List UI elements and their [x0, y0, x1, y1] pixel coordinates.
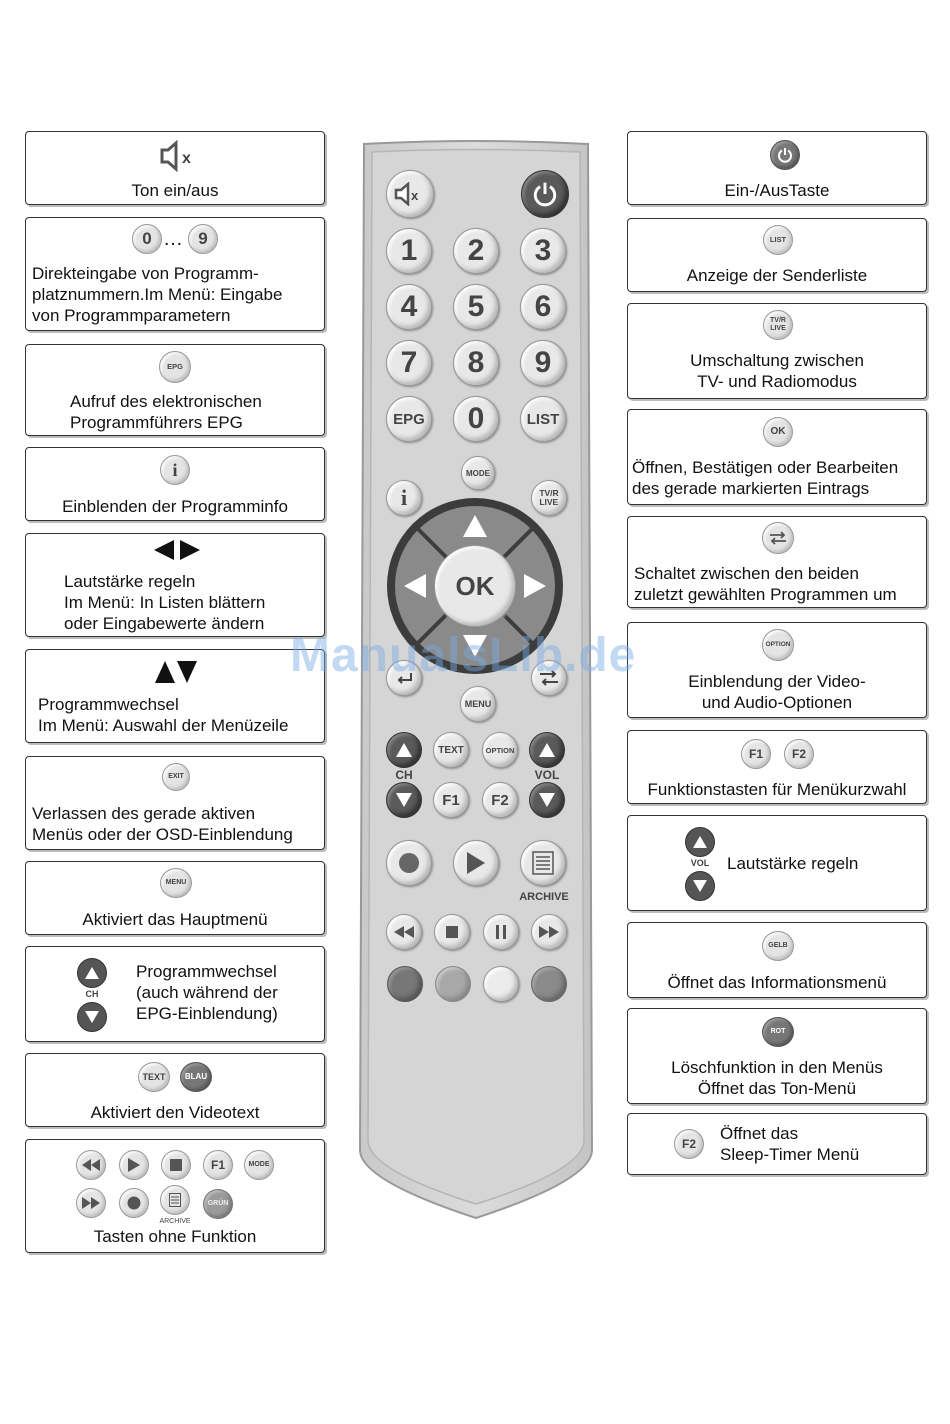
- box-text-text: Aktiviert den Videotext: [90, 1103, 260, 1122]
- power-icon: [770, 140, 800, 170]
- ellipsis: …: [163, 228, 183, 250]
- box-mute-text: Ton ein/aus: [131, 181, 219, 200]
- power-icon: [532, 181, 558, 207]
- remote-ch-down-button[interactable]: [386, 782, 422, 818]
- remote-power-button[interactable]: [521, 170, 569, 218]
- stop-icon: [161, 1150, 191, 1180]
- box-swap: [627, 516, 927, 608]
- archive-icon: [532, 851, 554, 875]
- remote-digit-3[interactable]: 3: [520, 228, 566, 274]
- box-leftright: [25, 533, 325, 637]
- remote-digit-5[interactable]: 5: [453, 284, 499, 330]
- pause-icon: [496, 925, 506, 939]
- archive-label: ARCHIVE: [159, 1218, 191, 1225]
- box-gelb: [627, 922, 927, 998]
- ok-button-icon: OK: [763, 417, 793, 447]
- blue-button-icon: BLAU: [180, 1062, 212, 1092]
- remote-digit-6[interactable]: 6: [520, 284, 566, 330]
- fast-forward-icon: [76, 1188, 106, 1218]
- f1-button-icon: F1: [741, 739, 771, 769]
- box-ok: [627, 409, 927, 505]
- box-mute: [25, 131, 325, 205]
- digit-9-button-icon: 9: [188, 224, 218, 254]
- remote-rewind-button[interactable]: [386, 914, 422, 950]
- box-menu-text: Aktiviert das Hauptmenü: [82, 910, 268, 929]
- remote-info-button[interactable]: i: [386, 480, 422, 516]
- box-updown-text: Programmwechsel Im Menü: Auswahl der Menüzeile: [38, 695, 289, 735]
- remote-blue-button[interactable]: [531, 966, 567, 1002]
- remote-left-button[interactable]: [395, 566, 435, 606]
- swap-icon: [762, 522, 794, 554]
- rewind-icon: [76, 1150, 106, 1180]
- box-vol-text: Lautstärke regeln: [727, 854, 859, 873]
- remote-mode-button[interactable]: MODE: [461, 456, 495, 490]
- box-gelb-text: Öffnet das Informationsmenü: [667, 973, 887, 992]
- channel-up-icon: [77, 958, 107, 988]
- remote-option-button[interactable]: OPTION: [482, 732, 518, 768]
- remote-vol-label: VOL: [534, 768, 560, 782]
- remote-epg-button[interactable]: EPG: [386, 396, 432, 442]
- remote-ch-label: CH: [395, 768, 413, 782]
- option-button-icon: OPTION: [762, 629, 794, 661]
- red-button-icon: ROT: [762, 1017, 794, 1047]
- box-sleep-text: Öffnet das Sleep-Timer Menü: [720, 1124, 860, 1164]
- box-digits: [25, 217, 325, 331]
- box-vol: [627, 815, 927, 911]
- remote-vol-down-button[interactable]: [529, 782, 565, 818]
- remote-mute-button[interactable]: [386, 170, 434, 218]
- box-nofunc-text: Tasten ohne Funktion: [93, 1227, 257, 1246]
- box-ok-text: Öffnen, Bestätigen oder Bearbeiten des gerade markierten Eintrags: [632, 458, 899, 498]
- play-icon: [467, 852, 485, 874]
- remote-green-button[interactable]: [435, 966, 471, 1002]
- box-exit-text: Verlassen des gerade aktiven Menüs oder der OSD-Einblendung: [32, 804, 293, 844]
- remote-digit-1[interactable]: 1: [386, 228, 432, 274]
- arrow-left-icon: [404, 574, 426, 598]
- box-epg: [25, 344, 325, 436]
- arrow-up-icon: [463, 515, 487, 537]
- remote-fast-forward-button[interactable]: [531, 914, 567, 950]
- info-icon: i: [160, 455, 190, 485]
- box-power-text: Ein-/AusTaste: [724, 181, 830, 200]
- box-exit: [25, 756, 325, 850]
- box-epg-text: Aufruf des elektronischen Programmführers EPG: [70, 392, 262, 432]
- remote-play-button[interactable]: [453, 840, 499, 886]
- f2-sleep-button-icon: F2: [674, 1129, 704, 1159]
- remote-up-button[interactable]: [455, 506, 495, 546]
- box-nofunc: [25, 1139, 325, 1253]
- remote-archive-label: ARCHIVE: [519, 891, 569, 903]
- remote-menu-button[interactable]: MENU: [460, 686, 496, 722]
- watermark: ManualsLib.de: [290, 629, 637, 682]
- remote-stop-button[interactable]: [434, 914, 470, 950]
- box-f1f2-text: Funktionstasten für Menükurzwahl: [647, 780, 907, 799]
- speaker-mute-icon: [394, 182, 426, 206]
- box-tvr: [627, 303, 927, 399]
- arrow-up-icon: [539, 743, 555, 757]
- box-list-text: Anzeige der Senderliste: [686, 266, 868, 285]
- remote-digit-8[interactable]: 8: [453, 340, 499, 386]
- play-icon: [119, 1150, 149, 1180]
- volume-up-icon: [685, 827, 715, 857]
- remote-text-button[interactable]: TEXT: [433, 732, 469, 768]
- box-f1f2: [627, 730, 927, 804]
- epg-button-icon: EPG: [159, 351, 191, 383]
- exit-button-icon: EXIT: [162, 763, 190, 791]
- volume-down-icon: [685, 871, 715, 901]
- box-sleep: [627, 1113, 927, 1175]
- mode-button-icon: MODE: [244, 1150, 274, 1180]
- box-info-text: Einblenden der Programminfo: [62, 497, 288, 516]
- f1-button-icon: F1: [203, 1150, 233, 1180]
- box-digits-text: Direkteingabe von Programm- platznummern.Im Menü: Eingabe von Programmparametern: [32, 264, 283, 325]
- arrow-up-icon: [396, 743, 412, 757]
- box-menu: [25, 861, 325, 935]
- stop-icon: [446, 926, 458, 938]
- box-ch: [25, 946, 325, 1042]
- box-list: [627, 218, 927, 292]
- menu-button-icon: MENU: [160, 868, 192, 898]
- remote-right-button[interactable]: [515, 566, 555, 606]
- box-text: [25, 1053, 325, 1127]
- remote-ok-button[interactable]: OK: [434, 545, 516, 627]
- record-icon: [119, 1188, 149, 1218]
- box-option: [627, 622, 927, 718]
- text-button-icon: TEXT: [138, 1062, 170, 1092]
- arrow-down-icon: [396, 793, 412, 807]
- remote-list-button[interactable]: LIST: [520, 396, 566, 442]
- archive-icon: [160, 1185, 190, 1215]
- left-right-arrows-icon: [152, 539, 202, 566]
- remote-f2-button[interactable]: F2: [482, 782, 518, 818]
- remote-digit-0[interactable]: 0: [453, 396, 499, 442]
- fast-forward-icon: [539, 926, 559, 938]
- arrow-right-icon: [524, 574, 546, 598]
- svg-text:x: x: [411, 188, 419, 203]
- box-rot-text: Löschfunktion in den Menüs Öffnet das Ton-Menü: [671, 1058, 883, 1098]
- remote-red-button[interactable]: [387, 966, 423, 1002]
- box-option-text: Einblendung der Video- und Audio-Optionen: [688, 672, 866, 712]
- digit-0-button-icon: 0: [132, 224, 162, 254]
- remote-ch-up-button[interactable]: [386, 732, 422, 768]
- f2-button-icon: F2: [784, 739, 814, 769]
- remote-digit-9[interactable]: 9: [520, 340, 566, 386]
- remote-f1-button[interactable]: F1: [433, 782, 469, 818]
- yellow-button-icon: GELB: [762, 931, 794, 961]
- remote-pause-button[interactable]: [483, 914, 519, 950]
- remote-yellow-button[interactable]: [483, 966, 519, 1002]
- green-button-icon: GRÜN: [203, 1189, 233, 1219]
- box-updown: [25, 649, 325, 743]
- box-tvr-text: Umschaltung zwischen TV- und Radiomodus: [690, 351, 864, 391]
- record-icon: [398, 852, 420, 874]
- box-info: [25, 447, 325, 521]
- rewind-icon: [394, 926, 414, 938]
- list-button-icon: LIST: [763, 225, 793, 255]
- remote-digit-4[interactable]: 4: [386, 284, 432, 330]
- remote-tv-radio-button[interactable]: TV/R LIVE: [531, 480, 567, 516]
- box-leftright-text: Lautstärke regeln Im Menü: In Listen blättern oder Eingabewerte ändern: [64, 572, 266, 633]
- channel-down-icon: [77, 1002, 107, 1032]
- arrow-down-icon: [539, 793, 555, 807]
- ch-label: CH: [85, 989, 99, 999]
- speaker-mute-icon: [158, 140, 198, 177]
- box-power: [627, 131, 927, 205]
- remote-digit-2[interactable]: 2: [453, 228, 499, 274]
- box-ch-text: Programmwechsel (auch während der EPG-Einblendung): [136, 962, 278, 1023]
- remote-vol-up-button[interactable]: [529, 732, 565, 768]
- box-swap-text: Schaltet zwischen den beiden zuletzt gewählten Programmen um: [634, 564, 897, 604]
- up-down-arrows-icon: [154, 660, 198, 689]
- box-rot: [627, 1008, 927, 1104]
- remote-digit-7[interactable]: 7: [386, 340, 432, 386]
- svg-text:x: x: [182, 150, 191, 167]
- vol-label: VOL: [690, 858, 710, 868]
- tv-radio-button-icon: TV/R LIVE: [763, 310, 793, 340]
- remote-record-button[interactable]: [386, 840, 432, 886]
- remote-archive-button[interactable]: [520, 840, 566, 886]
